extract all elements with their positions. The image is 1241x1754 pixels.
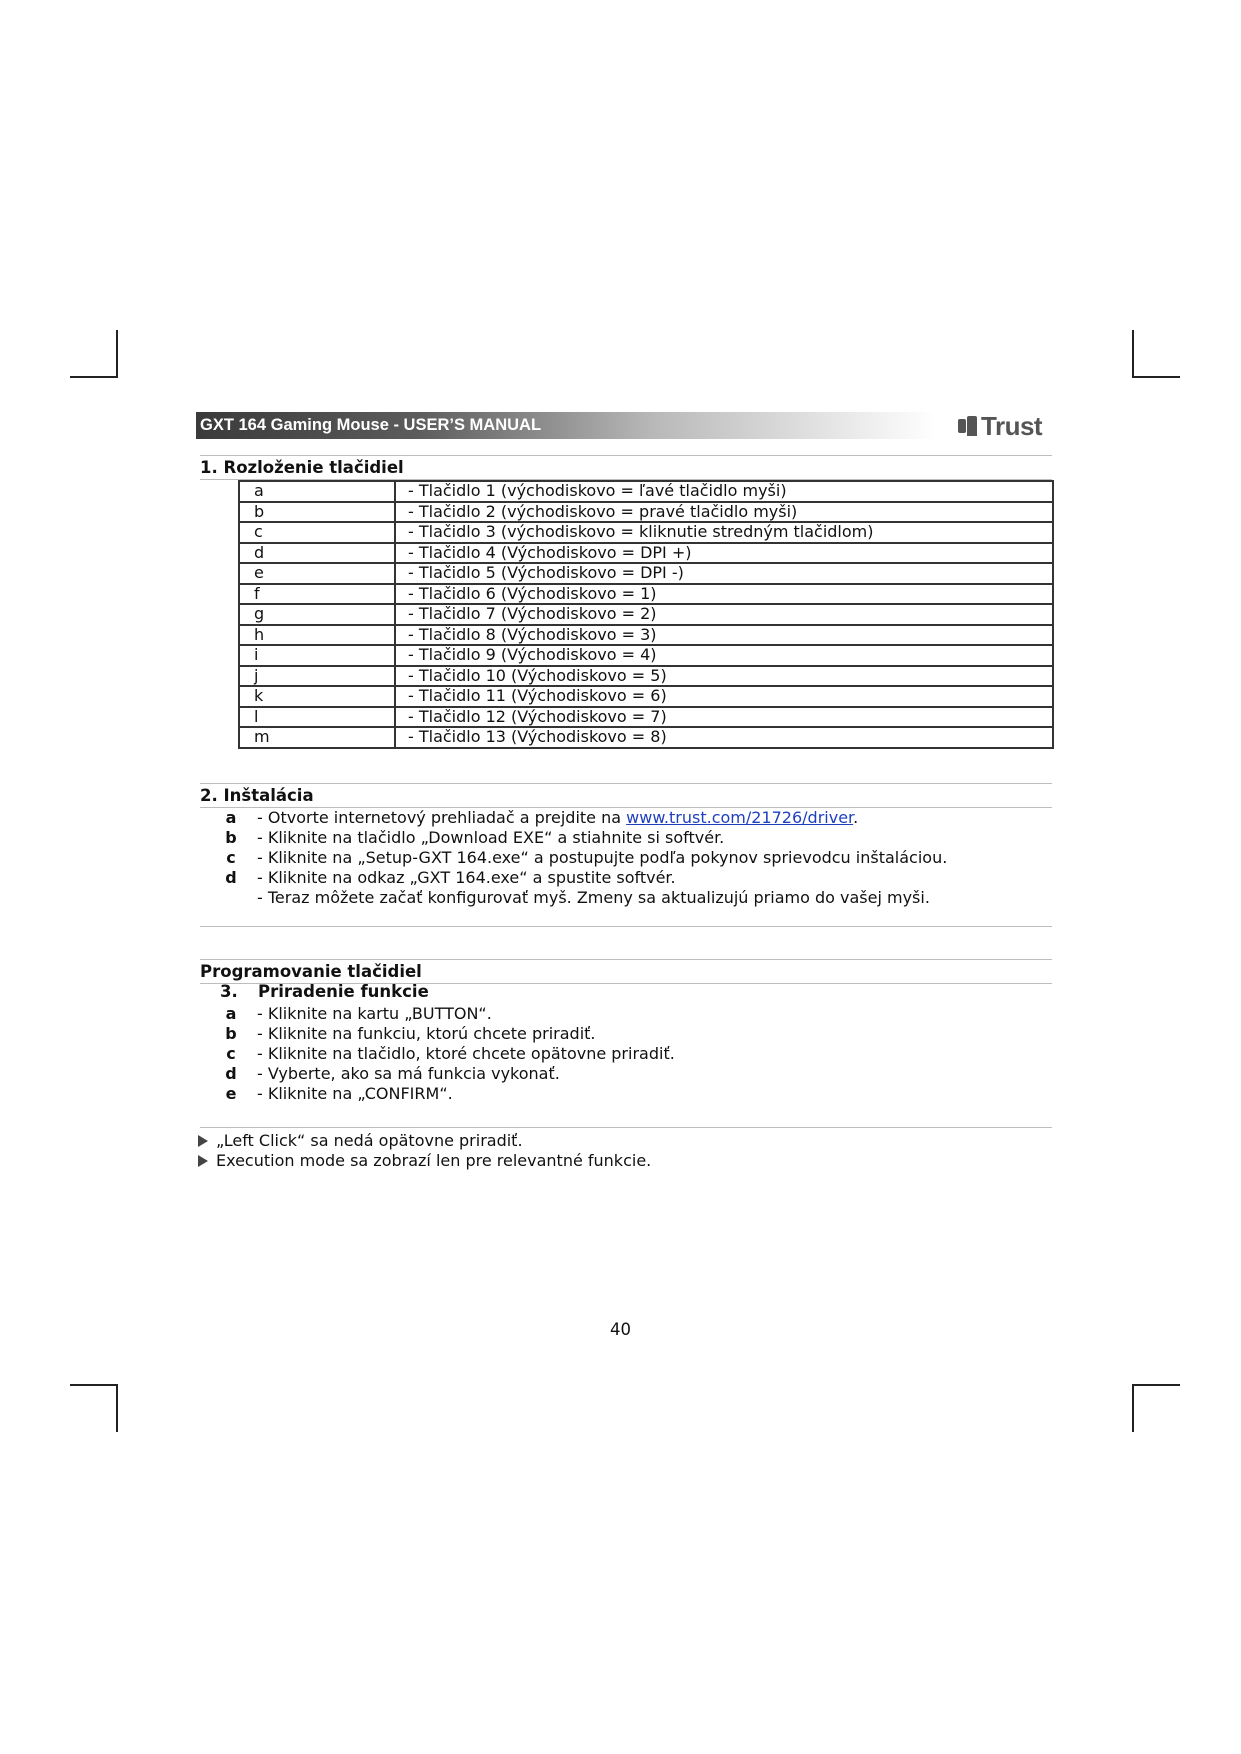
- row-value: - Tlačidlo 6 (Východiskovo = 1): [395, 584, 1053, 605]
- row-value: - Tlačidlo 1 (východiskovo = ľavé tlačidlo myši): [395, 481, 1053, 502]
- step-key: b: [225, 1024, 237, 1043]
- step-text: - Kliknite na tlačidlo „Download EXE“ a stiahnite si softvér.: [257, 828, 725, 847]
- row-value: - Tlačidlo 10 (Východiskovo = 5): [395, 666, 1053, 687]
- row-value: - Tlačidlo 8 (Východiskovo = 3): [395, 625, 1053, 646]
- step-key: a: [225, 1004, 237, 1023]
- divider: [200, 959, 1052, 960]
- row-key: e: [239, 563, 395, 584]
- table-row: [239, 686, 1053, 707]
- note-item: [198, 1151, 651, 1171]
- row-key: c: [239, 522, 395, 543]
- step-key: c: [226, 1044, 236, 1063]
- section-title-button-layout: 1. Rozloženie tlačidiel: [200, 458, 404, 477]
- step-key: c: [226, 848, 236, 867]
- row-value: - Tlačidlo 12 (Východiskovo = 7): [395, 707, 1053, 728]
- note-text: Execution mode sa zobrazí len pre relevantné funkcie.: [216, 1151, 652, 1170]
- trust-logo-text: Trust: [981, 410, 1043, 441]
- row-key: m: [239, 727, 395, 748]
- step-text-after: .: [853, 808, 859, 827]
- step-text: - Kliknite na „CONFIRM“.: [257, 1084, 453, 1103]
- row-key: g: [239, 604, 395, 625]
- row-key: d: [239, 543, 395, 564]
- step-text: - Teraz môžete začať konfigurovať myš. Zmeny sa aktualizujú priamo do vašej myši.: [257, 888, 930, 907]
- page-number: 40: [610, 1320, 631, 1339]
- table-row: [239, 502, 1053, 523]
- button-layout-table: [238, 480, 1054, 749]
- step-text-before: - Otvorte internetový prehliadač a prejdite na: [257, 808, 627, 827]
- row-value: - Tlačidlo 5 (Východiskovo = DPI -): [395, 563, 1053, 584]
- row-key: j: [239, 666, 395, 687]
- table-row: [239, 666, 1053, 687]
- table-row: [239, 604, 1053, 625]
- row-value: - Tlačidlo 9 (Východiskovo = 4): [395, 645, 1053, 666]
- step-text: - Kliknite na funkciu, ktorú chcete priradiť.: [257, 1024, 596, 1043]
- step-key: a: [225, 808, 237, 827]
- crop-mark-top-left: [70, 330, 118, 378]
- row-value: - Tlačidlo 3 (východiskovo = kliknutie stredným tlačidlom): [395, 522, 1053, 543]
- step-key: d: [225, 1064, 237, 1083]
- table-row: [239, 625, 1053, 646]
- row-key: f: [239, 584, 395, 605]
- arrow-bullet-icon: [198, 1155, 208, 1167]
- divider: [200, 783, 1052, 784]
- row-value: - Tlačidlo 2 (východiskovo = pravé tlačidlo myši): [395, 502, 1053, 523]
- table-row: [239, 645, 1053, 666]
- trust-logo-icon: [958, 416, 978, 436]
- crop-mark-bottom-right: [1132, 1384, 1180, 1432]
- step-key: e: [225, 1084, 237, 1103]
- row-value: - Tlačidlo 11 (Východiskovo = 6): [395, 686, 1053, 707]
- table-row: [239, 727, 1053, 748]
- arrow-bullet-icon: [198, 1135, 208, 1147]
- note-item: [198, 1131, 523, 1151]
- row-key: a: [239, 481, 395, 502]
- note-text: „Left Click“ sa nedá opätovne priradiť.: [216, 1131, 523, 1150]
- trust-logo: [958, 412, 1042, 440]
- crop-mark-top-right: [1132, 330, 1180, 378]
- divider: [200, 926, 1052, 927]
- subsection-title: [220, 982, 429, 1001]
- step-key: b: [225, 828, 237, 847]
- divider: [200, 1127, 1052, 1128]
- row-value: - Tlačidlo 4 (Východiskovo = DPI +): [395, 543, 1053, 564]
- row-key: i: [239, 645, 395, 666]
- step-text: - Kliknite na „Setup-GXT 164.exe“ a postupujte podľa pokynov sprievodcu inštaláciou.: [257, 848, 948, 867]
- header-bar: [196, 412, 936, 439]
- section-title-installation: 2. Inštalácia: [200, 786, 314, 805]
- table-row: [239, 522, 1053, 543]
- step-text: - Kliknite na odkaz „GXT 164.exe“ a spustite softvér.: [257, 868, 676, 887]
- step-text: - Vyberte, ako sa má funkcia vykonať.: [257, 1064, 560, 1083]
- row-key: b: [239, 502, 395, 523]
- row-value: - Tlačidlo 7 (Východiskovo = 2): [395, 604, 1053, 625]
- step-text: - Kliknite na kartu „BUTTON“.: [257, 1004, 492, 1023]
- table-row: [239, 707, 1053, 728]
- table-row: [239, 543, 1053, 564]
- row-value: - Tlačidlo 13 (Východiskovo = 8): [395, 727, 1053, 748]
- divider: [200, 455, 1052, 456]
- driver-download-link[interactable]: www.trust.com/21726/driver: [626, 808, 854, 827]
- step-text: - Kliknite na tlačidlo, ktoré chcete opätovne priradiť.: [257, 1044, 675, 1063]
- section-title-button-programming: Programovanie tlačidiel: [200, 962, 422, 981]
- subsection-label: Priradenie funkcie: [258, 982, 429, 1001]
- row-key: k: [239, 686, 395, 707]
- row-key: l: [239, 707, 395, 728]
- manual-title: GXT 164 Gaming Mouse - USER’S MANUAL: [200, 416, 542, 434]
- step-text: [257, 808, 858, 828]
- crop-mark-bottom-left: [70, 1384, 118, 1432]
- step-key: d: [225, 868, 237, 887]
- table-row: [239, 481, 1053, 502]
- table-row: [239, 584, 1053, 605]
- row-key: h: [239, 625, 395, 646]
- subsection-number: 3.: [220, 982, 238, 1001]
- table-row: [239, 563, 1053, 584]
